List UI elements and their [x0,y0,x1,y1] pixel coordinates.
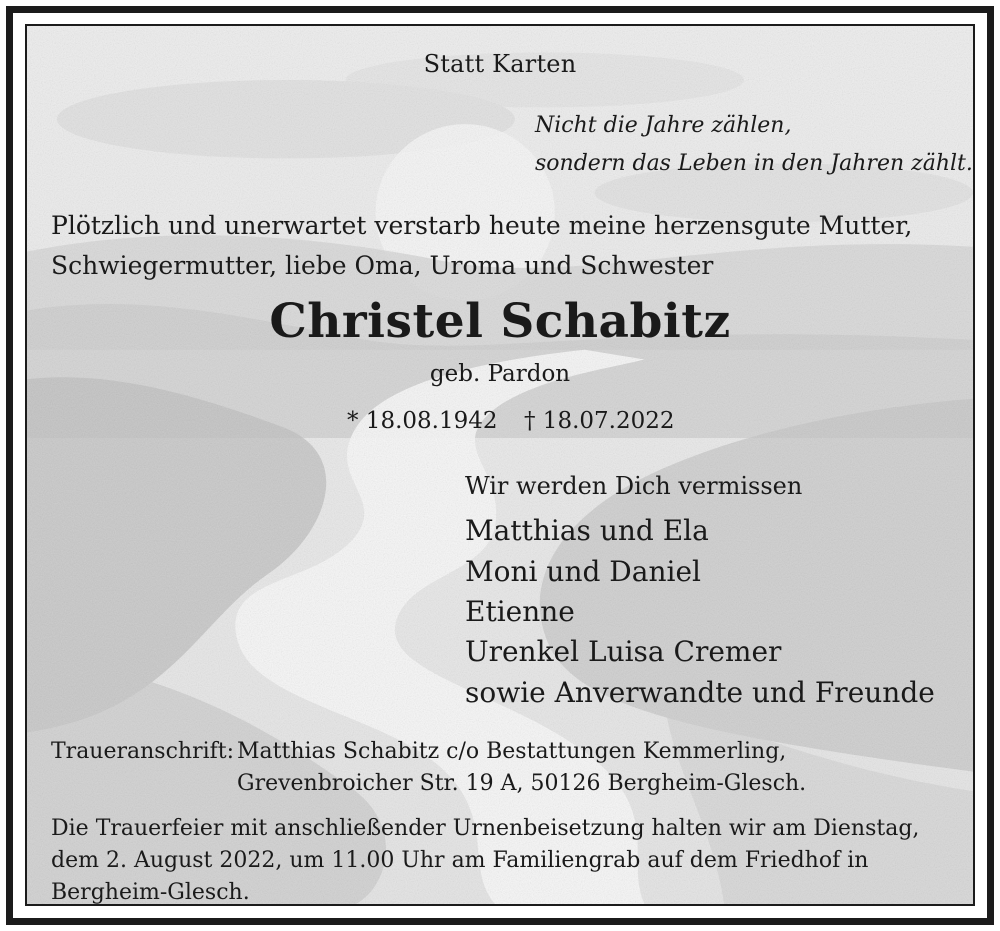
birth-date: * 18.08.1942 [347,408,498,434]
deceased-name: Christel Schabitz [269,294,731,349]
ceremony-line-2: dem 2. August 2022, um 11.00 Uhr am Familiengrab auf dem Friedhof in [51,848,869,873]
mourners-intro: Wir werden Dich vermissen [465,472,803,500]
mourner-name: sowie Anverwandte und Freunde [465,676,935,709]
announcement-line-1: Plötzlich und unerwartet verstarb heute meine herzensgute Mutter, [51,211,913,240]
statt-karten-header: Statt Karten [423,50,577,78]
ceremony-line-1: Die Trauerfeier mit anschließender Urnenbeisetzung halten wir am Dienstag, [51,816,920,841]
address-line-2: Grevenbroicher Str. 19 A, 50126 Bergheim-Glesch. [237,771,807,796]
mourner-name: Etienne [465,595,575,628]
quote-line-2: sondern das Leben in den Jahren zählt. [535,151,973,176]
address-label: Traueranschrift: [51,739,235,764]
mourner-name: Urenkel Luisa Cremer [465,635,782,668]
announcement-line-2: Schwiegermutter, liebe Oma, Uroma und Schwester [51,251,714,280]
obituary-frame [6,6,994,925]
quote-line-1: Nicht die Jahre zählen, [535,113,792,138]
ceremony-line-3: Bergheim-Glesch. [51,880,250,905]
address-line-1: Matthias Schabitz c/o Bestattungen Kemmerling, [237,739,787,764]
mourner-name: Matthias und Ela [465,514,709,547]
mourner-name: Moni und Daniel [465,555,701,588]
death-date: † 18.07.2022 [524,408,675,434]
obituary-card [25,24,975,906]
maiden-name: geb. Pardon [429,361,571,387]
